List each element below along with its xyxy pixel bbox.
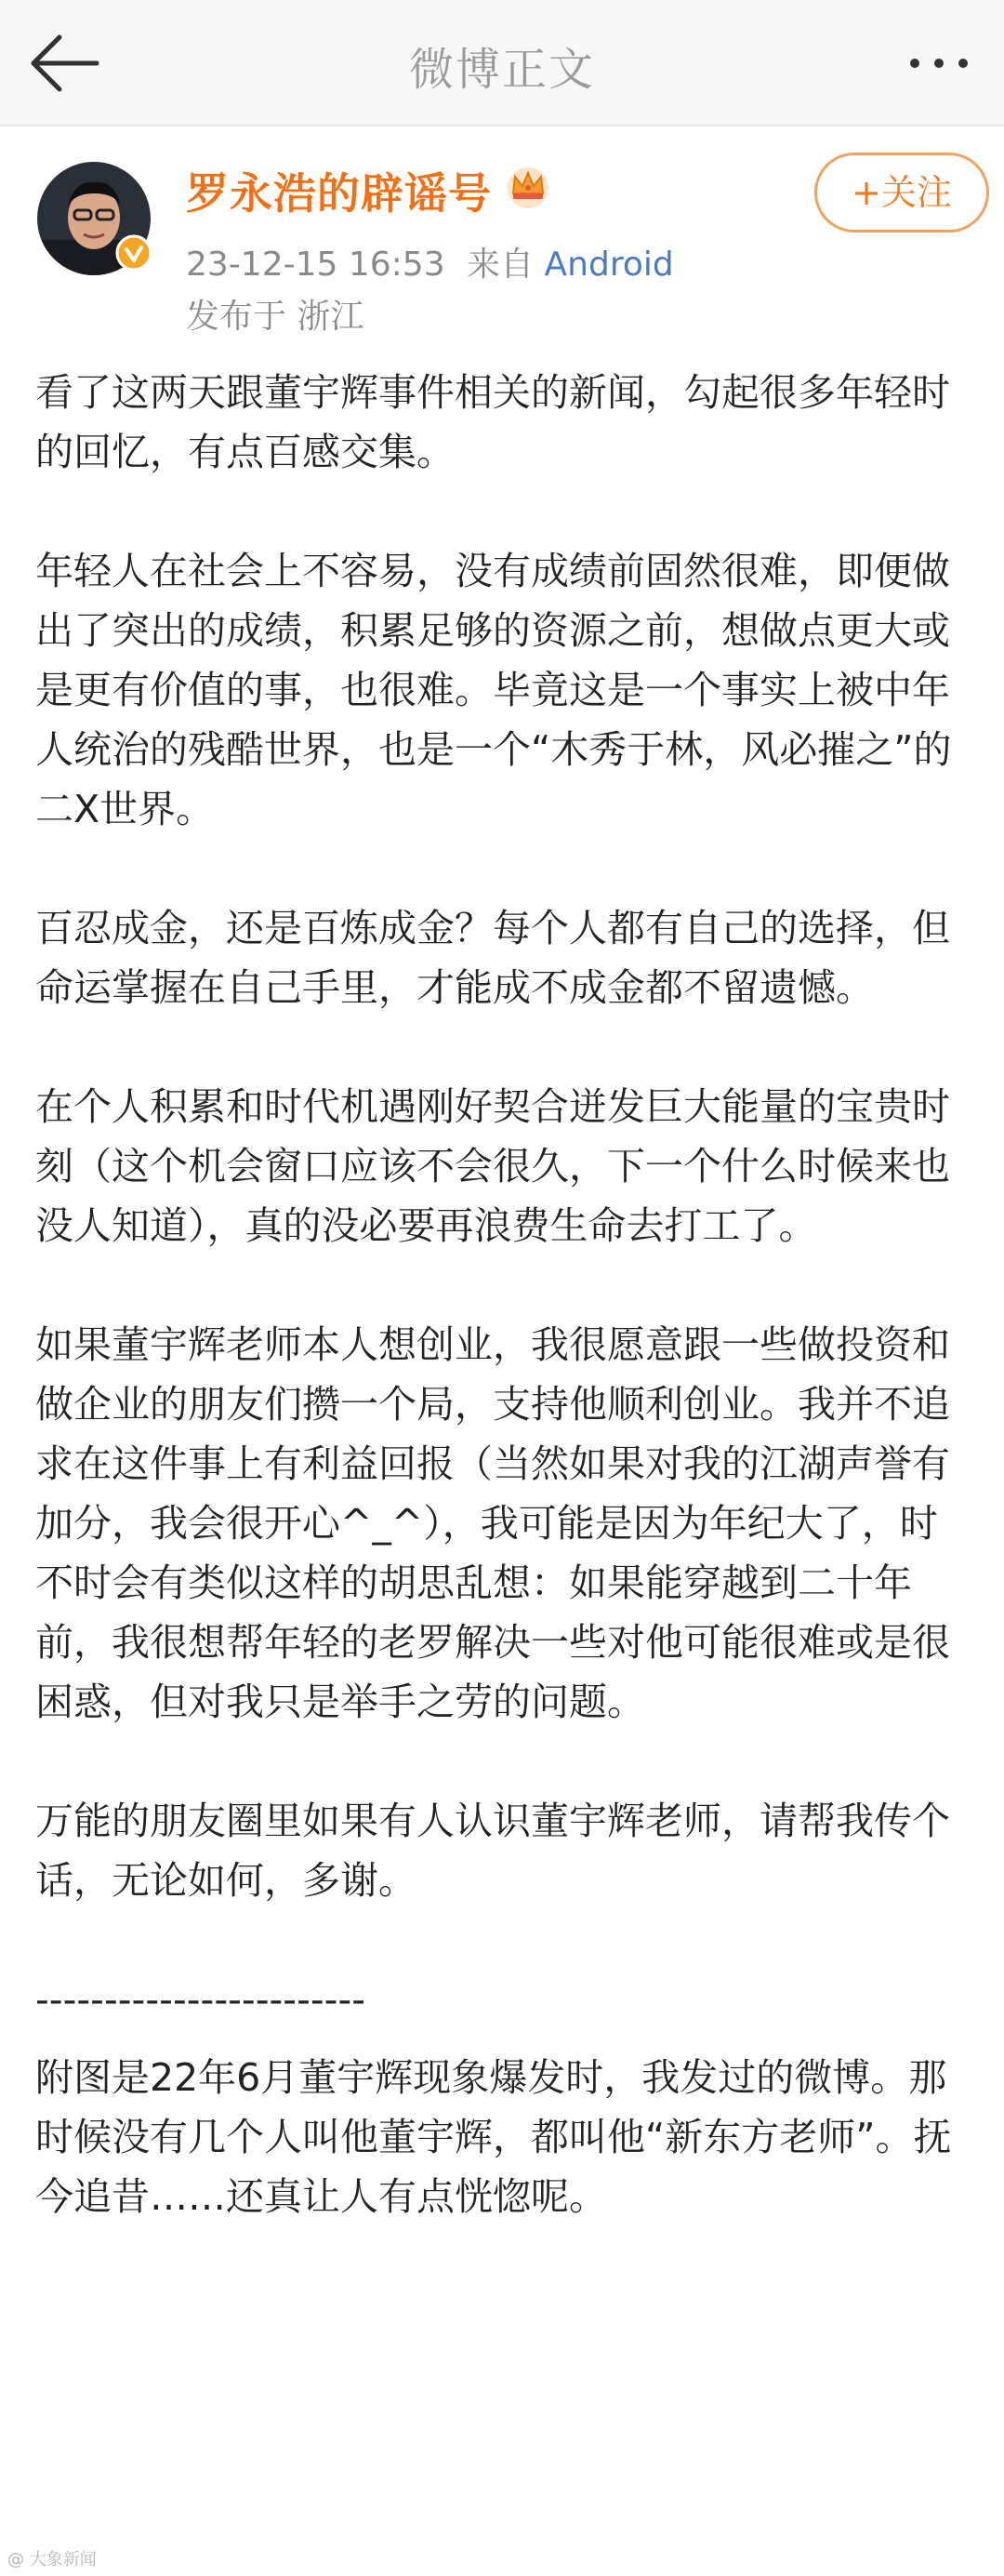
post-meta bbox=[186, 238, 674, 285]
post-divider-line: ------------------------ bbox=[35, 1977, 366, 2022]
watermark: @ 大象新闻 bbox=[7, 2550, 97, 2569]
post-location: 发布于 浙江 bbox=[186, 298, 364, 336]
post-paragraph: 百忍成金，还是百炼成金？每个人都有自己的选择，但命运掌握在自己手里，才能成不成金都不留遗憾。 bbox=[35, 906, 950, 1010]
post-body bbox=[35, 363, 974, 2226]
page-title: 微博正文 bbox=[408, 44, 595, 96]
source-prefix: 来自 bbox=[467, 246, 535, 284]
source-link[interactable]: Android bbox=[544, 246, 674, 284]
top-navigation-bar bbox=[0, 0, 1004, 126]
post-paragraph: 在个人积累和时代机遇刚好契合迸发巨大能量的宝贵时刻（这个机会窗口应该不会很久，下一个什么时候来也没人知道），真的没必要再浪费生命去打工了。 bbox=[35, 1084, 950, 1248]
more-dots-icon[interactable] bbox=[902, 45, 976, 82]
post-paragraph: 万能的朋友圈里如果有人认识董宇辉老师，请帮我传个话，无论如何，多谢。 bbox=[35, 1799, 950, 1903]
verified-badge-icon bbox=[115, 234, 152, 272]
post-time: 23-12-15 16:53 bbox=[186, 246, 445, 284]
post-header bbox=[0, 125, 1004, 348]
author-name[interactable]: 罗永浩的辟谣号 bbox=[186, 168, 492, 219]
post-paragraph: 附图是22年6月董宇辉现象爆发时，我发过的微博。那时候没有几个人叫他董宇辉，都叫他“新东方老师”。抚今追昔……还真让人有点恍惚呢。 bbox=[35, 2055, 952, 2219]
post-paragraph: 看了这两天跟董宇辉事件相关的新闻，勾起很多年轻时的回忆，有点百感交集。 bbox=[35, 370, 950, 474]
post-paragraph: 如果董宇辉老师本人想创业，我很愿意跟一些做投资和做企业的朋友们攒一个局，支持他顺利创业。我并不追求在这件事上有利益回报（当然如果对我的江湖声誉有加分，我会很开心^_^），我可能是因为年纪大了，时不时会有类似这样的胡思乱想：如果能穿越到二十年前，我很想帮年轻的老罗解决一些对他可能很难或是很困惑，但对我只是举手之劳的问题。 bbox=[35, 1322, 950, 1724]
crown-badge-icon bbox=[502, 160, 554, 212]
post-paragraph: 年轻人在社会上不容易，没有成绩前固然很难，即便做出了突出的成绩，积累足够的资源之前，想做点更大或是更有价值的事，也很难。毕竟这是一个事实上被中年人统治的残酷世界，也是一个“木秀于林，风必摧之”的二X世界。 bbox=[35, 549, 952, 831]
follow-button[interactable]: +关注 bbox=[814, 153, 989, 232]
